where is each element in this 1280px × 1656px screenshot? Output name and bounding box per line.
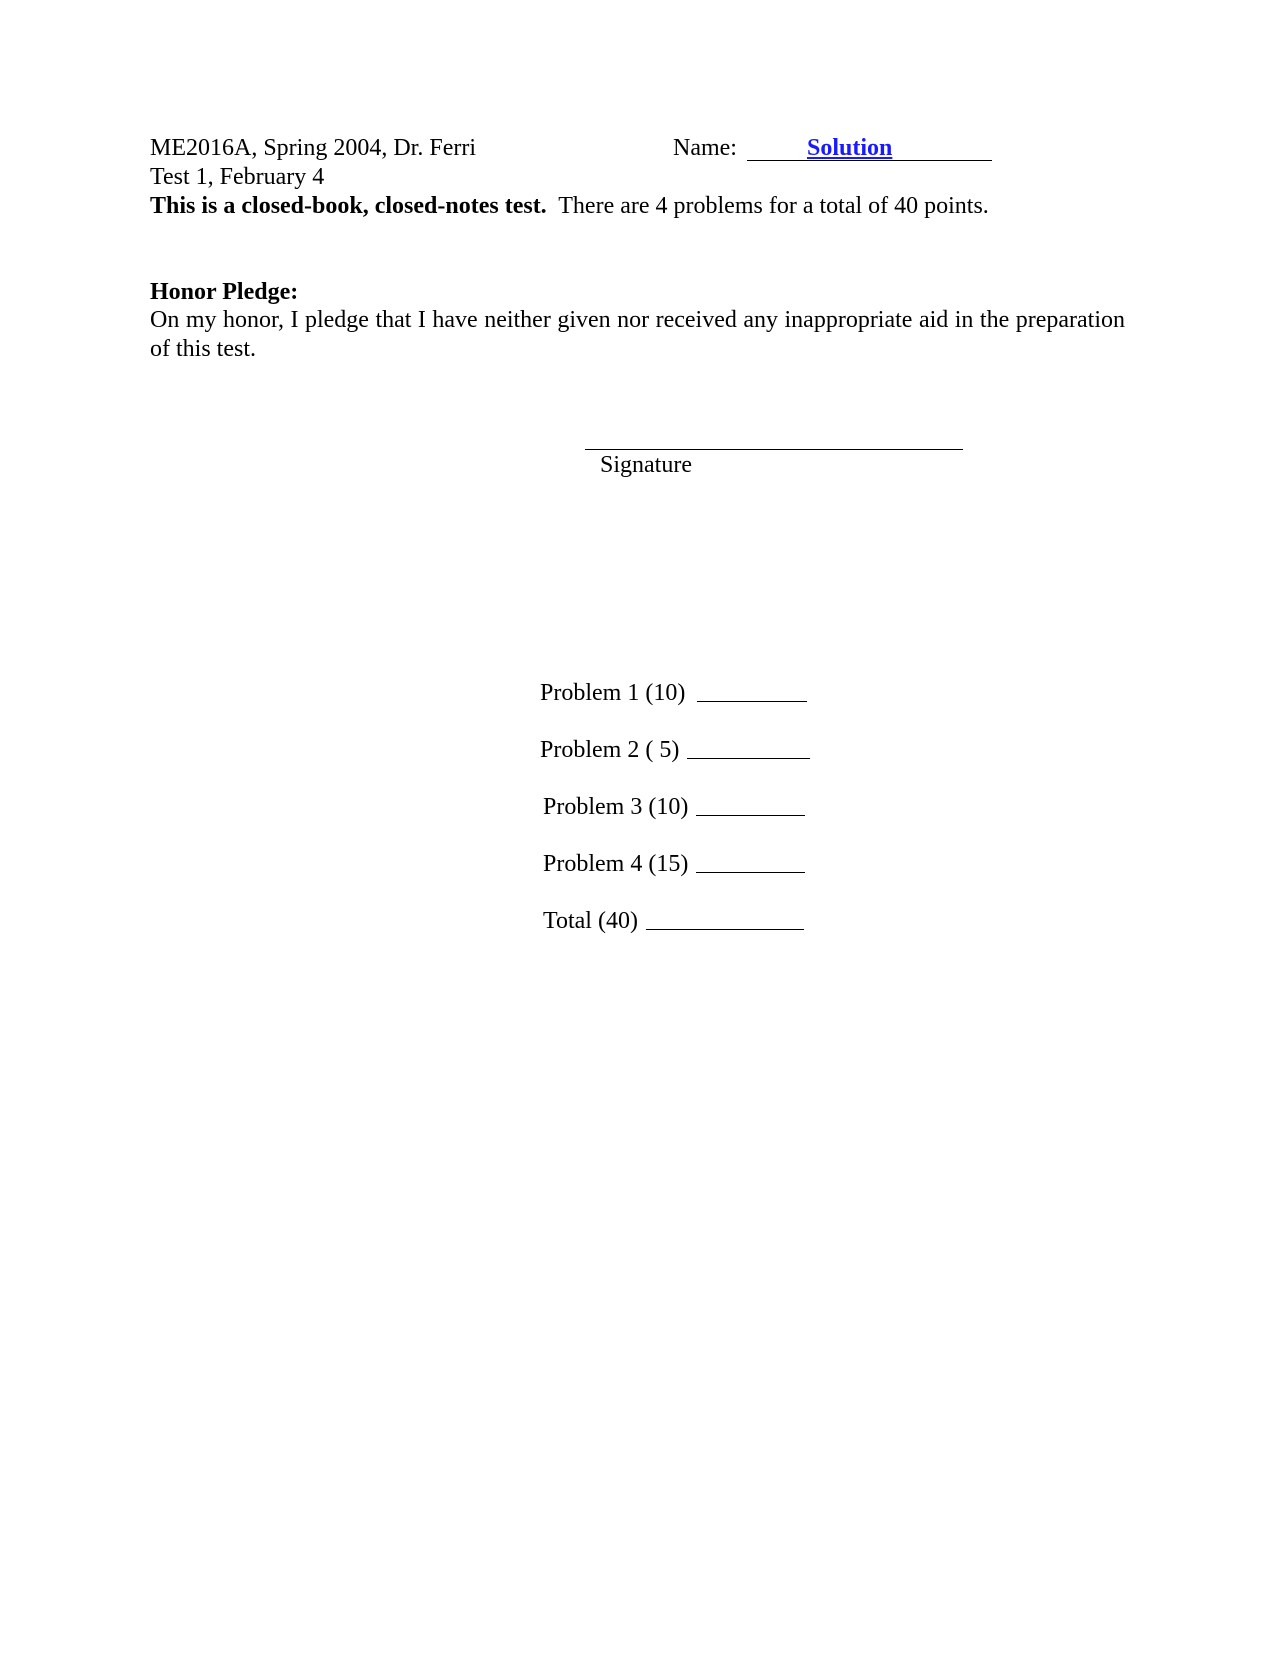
- score-row-problem-4: [543, 850, 805, 878]
- instructions-bold: This is a closed-book, closed-notes test.: [150, 193, 547, 219]
- score-blank: [687, 758, 810, 759]
- score-blank: [696, 872, 805, 873]
- score-blank: [697, 701, 807, 702]
- signature-label: Signature: [600, 452, 692, 478]
- instructions-rest: There are 4 problems for a total of 40 points.: [558, 193, 989, 219]
- score-label: Problem 1 (10): [540, 680, 686, 706]
- score-row-problem-2: [540, 736, 810, 764]
- test-info: Test 1, February 4: [150, 164, 325, 190]
- instructions: [150, 192, 989, 220]
- score-row-problem-1: [540, 679, 807, 707]
- course-info: ME2016A, Spring 2004, Dr. Ferri: [150, 135, 476, 161]
- score-blank: [646, 929, 804, 930]
- score-blank: [696, 815, 805, 816]
- pledge-text: On my honor, I pledge that I have neither given nor received any inappropriate aid in the preparation of this test.: [150, 307, 1125, 362]
- name-value: Solution: [807, 135, 893, 161]
- score-label: Total (40): [543, 908, 638, 934]
- score-label: Problem 2 ( 5): [540, 737, 680, 763]
- name-label: Name:: [673, 135, 737, 161]
- score-label: Problem 4 (15): [543, 851, 689, 877]
- signature-line: [585, 449, 963, 450]
- score-row-problem-3: [543, 793, 805, 821]
- score-row-total: [543, 907, 804, 935]
- score-label: Problem 3 (10): [543, 794, 689, 820]
- pledge-title: Honor Pledge:: [150, 279, 299, 305]
